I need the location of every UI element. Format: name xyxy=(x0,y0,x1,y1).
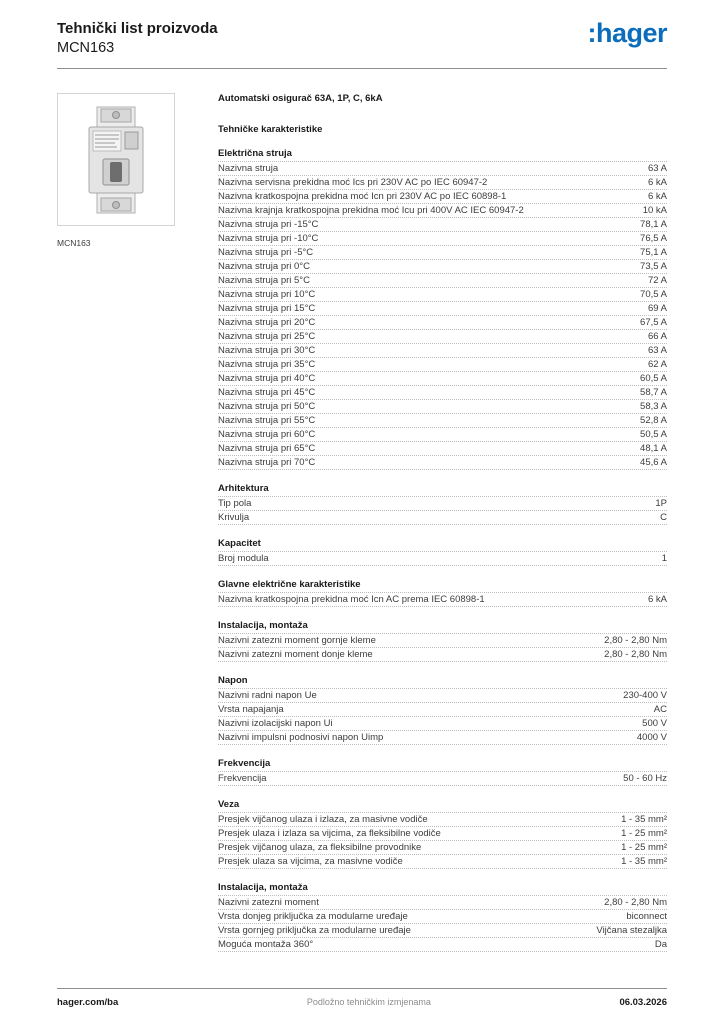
spec-value: 78,1 A xyxy=(640,218,667,230)
spec-section xyxy=(218,674,667,745)
header-titles xyxy=(57,20,218,56)
spec-label: Nazivna struja pri 70°C xyxy=(218,456,316,468)
spec-value: 10 kA xyxy=(642,204,667,216)
spec-value: 58,3 A xyxy=(640,400,667,412)
spec-label: Nazivni zatezni moment xyxy=(218,896,319,908)
spec-row xyxy=(218,634,667,648)
spec-label: Nazivna kratkospojna prekidna moć Icn AC prema IEC 60898-1 xyxy=(218,593,485,605)
spec-row xyxy=(218,288,667,302)
spec-value: 500 V xyxy=(642,717,667,729)
spec-value: 45,6 A xyxy=(640,456,667,468)
spec-value: 50,5 A xyxy=(640,428,667,440)
spec-value: 1P xyxy=(655,497,667,509)
spec-label: Nazivna struja pri 55°C xyxy=(218,414,316,426)
spec-label: Nazivna struja pri 20°C xyxy=(218,316,316,328)
spec-row xyxy=(218,552,667,566)
product-name: Automatski osigurač 63A, 1P, C, 6kA xyxy=(218,93,383,105)
spec-section xyxy=(218,578,667,607)
spec-value: 63 A xyxy=(647,344,667,356)
spec-label: Nazivna struja pri 30°C xyxy=(218,344,316,356)
spec-label: Nazivna struja pri 45°C xyxy=(218,386,316,398)
footer-date: 06.03.2026 xyxy=(619,997,667,1008)
spec-row xyxy=(218,456,667,470)
spec-row xyxy=(218,428,667,442)
footer-website: hager.com/ba xyxy=(57,997,119,1008)
spec-row xyxy=(218,827,667,841)
spec-label: Vrsta donjeg priključka za modularne uređaje xyxy=(218,910,408,922)
spec-section xyxy=(218,147,667,470)
spec-label: Nazivna struja pri 65°C xyxy=(218,442,316,454)
spec-row xyxy=(218,176,667,190)
spec-value: Da xyxy=(654,938,667,950)
spec-value: 1 - 25 mm² xyxy=(621,827,667,839)
spec-label: Moguća montaža 360° xyxy=(218,938,314,950)
spec-label: Nazivna struja pri 50°C xyxy=(218,400,316,412)
section-title: Instalacija, montaža xyxy=(218,619,667,634)
spec-value: 60,5 A xyxy=(640,372,667,384)
spec-row xyxy=(218,204,667,218)
spec-label: Nazivna struja pri 60°C xyxy=(218,428,316,440)
spec-value: 6 kA xyxy=(647,593,667,605)
spec-label: Nazivni radni napon Ue xyxy=(218,689,317,701)
spec-row xyxy=(218,372,667,386)
spec-row xyxy=(218,593,667,607)
spec-value: biconnect xyxy=(626,910,667,922)
spec-row xyxy=(218,924,667,938)
spec-value: 72 A xyxy=(647,274,667,286)
content xyxy=(57,93,667,952)
spec-value: Vijčana stezaljka xyxy=(596,924,667,936)
spec-section xyxy=(218,798,667,869)
product-image-caption: MCN163 xyxy=(57,238,91,249)
spec-value: 75,1 A xyxy=(640,246,667,258)
spec-row xyxy=(218,162,667,176)
section-title: Električna struja xyxy=(218,147,667,162)
spec-row xyxy=(218,511,667,525)
spec-value: 6 kA xyxy=(647,176,667,188)
spec-value: 66 A xyxy=(647,330,667,342)
specs-column xyxy=(218,93,667,952)
spec-value: 67,5 A xyxy=(640,316,667,328)
spec-row xyxy=(218,442,667,456)
spec-row xyxy=(218,190,667,204)
spec-value: 6 kA xyxy=(647,190,667,202)
spec-value: 76,5 A xyxy=(640,232,667,244)
spec-value: C xyxy=(660,511,667,523)
spec-value: 69 A xyxy=(647,302,667,314)
section-title: Frekvencija xyxy=(218,757,667,772)
spec-row xyxy=(218,896,667,910)
product-code: MCN163 xyxy=(57,40,115,57)
spec-row xyxy=(218,400,667,414)
spec-row xyxy=(218,260,667,274)
spec-value: 1 - 25 mm² xyxy=(621,841,667,853)
spec-value: 70,5 A xyxy=(640,288,667,300)
section-title: Napon xyxy=(218,674,667,689)
spec-label: Presjek ulaza sa vijcima, za masivne vodiče xyxy=(218,855,403,867)
spec-label: Nazivna struja pri 15°C xyxy=(218,302,316,314)
spec-label: Nazivna struja pri 25°C xyxy=(218,330,316,342)
spec-label: Nazivni zatezni moment donje kleme xyxy=(218,648,373,660)
spec-label: Nazivna struja pri -10°C xyxy=(218,232,319,244)
spec-row xyxy=(218,813,667,827)
spec-label: Nazivni impulsni podnosivi napon Uimp xyxy=(218,731,384,743)
spec-section xyxy=(218,482,667,525)
section-title: Glavne električne karakteristike xyxy=(218,578,667,593)
spec-label: Frekvencija xyxy=(218,772,267,784)
spec-label: Nazivna struja pri 35°C xyxy=(218,358,316,370)
spec-row xyxy=(218,358,667,372)
spec-label: Krivulja xyxy=(218,511,250,523)
spec-label: Nazivna struja pri 5°C xyxy=(218,274,310,286)
spec-value: 62 A xyxy=(647,358,667,370)
spec-label: Nazivna krajnja kratkospojna prekidna moć Icu pri 400V AC IEC 60947-2 xyxy=(218,204,524,216)
spec-label: Presjek vijčanog ulaza, za fleksibilne provodnike xyxy=(218,841,422,853)
section-title: Instalacija, montaža xyxy=(218,881,667,896)
spec-row xyxy=(218,910,667,924)
spec-label: Nazivni izolacijski napon Ui xyxy=(218,717,333,729)
spec-row xyxy=(218,497,667,511)
spec-row xyxy=(218,841,667,855)
spec-section xyxy=(218,881,667,952)
spec-row xyxy=(218,772,667,786)
spec-row xyxy=(218,703,667,717)
spec-row xyxy=(218,855,667,869)
spec-label: Nazivna struja pri 40°C xyxy=(218,372,316,384)
section-title: Kapacitet xyxy=(218,537,667,552)
spec-label: Nazivna struja xyxy=(218,162,279,174)
spec-row xyxy=(218,731,667,745)
spec-row xyxy=(218,344,667,358)
spec-row xyxy=(218,717,667,731)
spec-row xyxy=(218,246,667,260)
spec-label: Nazivna kratkospojna prekidna moć Icn pri 230V AC po IEC 60898-1 xyxy=(218,190,507,202)
circuit-breaker-image xyxy=(71,105,161,215)
spec-row xyxy=(218,316,667,330)
page-title: Tehnički list proizvoda xyxy=(57,20,218,37)
spec-row xyxy=(218,232,667,246)
spec-row xyxy=(218,689,667,703)
spec-value: 230-400 V xyxy=(623,689,667,701)
section-title: Veza xyxy=(218,798,667,813)
spec-label: Tip pola xyxy=(218,497,252,509)
product-image-column xyxy=(57,93,218,952)
header-divider xyxy=(57,68,667,69)
spec-label: Presjek ulaza i izlaza sa vijcima, za fleksibilne vodiče xyxy=(218,827,441,839)
spec-row xyxy=(218,648,667,662)
spec-row xyxy=(218,302,667,316)
spec-row xyxy=(218,938,667,952)
spec-value: 4000 V xyxy=(636,731,667,743)
section-title: Arhitektura xyxy=(218,482,667,497)
spec-value: AC xyxy=(653,703,667,715)
spec-value: 50 - 60 Hz xyxy=(623,772,667,784)
header xyxy=(57,20,667,56)
spec-label: Vrsta napajanja xyxy=(218,703,284,715)
product-image xyxy=(57,93,175,226)
spec-sections xyxy=(218,147,667,952)
spec-row xyxy=(218,414,667,428)
spec-value: 2,80 - 2,80 Nm xyxy=(604,896,667,908)
spec-label: Nazivna struja pri -5°C xyxy=(218,246,314,258)
spec-label: Nazivna struja pri 10°C xyxy=(218,288,316,300)
hager-logo: :hager xyxy=(587,18,667,48)
spec-label: Nazivna struja pri -15°C xyxy=(218,218,319,230)
spec-value: 58,7 A xyxy=(640,386,667,398)
tech-characteristics-title: Tehničke karakteristike xyxy=(218,124,323,136)
spec-row xyxy=(218,330,667,344)
spec-label: Nazivni zatezni moment gornje kleme xyxy=(218,634,376,646)
footer xyxy=(57,988,667,1008)
spec-label: Nazivna servisna prekidna moć Ics pri 230V AC po IEC 60947-2 xyxy=(218,176,488,188)
spec-row xyxy=(218,274,667,288)
spec-value: 52,8 A xyxy=(640,414,667,426)
spec-section xyxy=(218,757,667,786)
spec-value: 73,5 A xyxy=(640,260,667,272)
spec-value: 1 - 35 mm² xyxy=(621,813,667,825)
spec-section xyxy=(218,619,667,662)
spec-label: Nazivna struja pri 0°C xyxy=(218,260,310,272)
spec-row xyxy=(218,386,667,400)
spec-value: 63 A xyxy=(647,162,667,174)
footer-disclaimer: Podložno tehničkim izmjenama xyxy=(306,997,431,1007)
spec-value: 2,80 - 2,80 Nm xyxy=(604,634,667,646)
spec-value: 1 xyxy=(661,552,667,564)
spec-label: Broj modula xyxy=(218,552,269,564)
spec-row xyxy=(218,218,667,232)
spec-value: 2,80 - 2,80 Nm xyxy=(604,648,667,660)
spec-label: Presjek vijčanog ulaza i izlaza, za masivne vodiče xyxy=(218,813,428,825)
spec-section xyxy=(218,537,667,566)
spec-value: 48,1 A xyxy=(640,442,667,454)
spec-label: Vrsta gornjeg priključka za modularne uređaje xyxy=(218,924,411,936)
spec-value: 1 - 35 mm² xyxy=(621,855,667,867)
